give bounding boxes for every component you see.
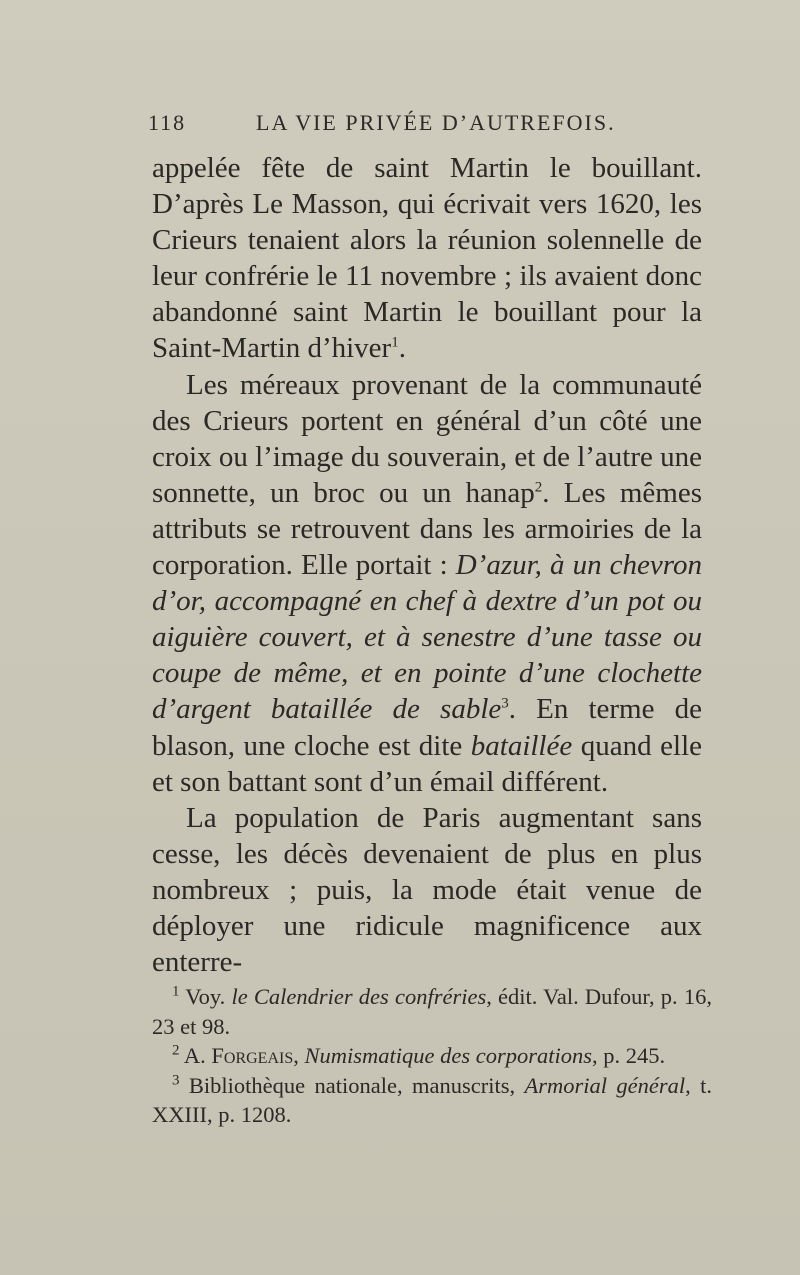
paragraph-3: La population de Paris augmentant sans cesse, les décès devenaient de plus en plus nombreux ; puis, la mode était venue de déployer une ridicule magnificence aux enterre- xyxy=(152,801,702,979)
term-bataillee: bataillée xyxy=(470,729,573,762)
footnote-3-text-b: , t. XXIII, p. 1208. xyxy=(152,1072,712,1127)
paragraph-2-text-a: Les méreaux provenant de la communauté des Crieurs portent en général d’un côté une croix ou l’image du souverain, et de l’autre une sonnette, un broc ou un hanap xyxy=(152,368,702,509)
footnote-ref-2: 2 xyxy=(534,479,543,496)
running-title: LA VIE PRIVÉE D’AUTREFOIS. xyxy=(256,110,616,135)
footnote-1-text-a: Voy. xyxy=(185,984,232,1009)
footnote-2 xyxy=(152,1041,712,1071)
paragraph-1-end: . xyxy=(398,332,406,365)
footnote-2-text-c: , p. 245. xyxy=(592,1043,666,1068)
paragraph-2-text-d: quand elle et son battant sont d’un émail différent. xyxy=(152,729,702,798)
page-number: 118 xyxy=(148,110,187,135)
footnote-2-author: Forgeais xyxy=(211,1043,294,1068)
footnote-1-text-b: , édit. Val. Dufour, p. 16, 23 et 98. xyxy=(152,984,712,1039)
main-text xyxy=(152,150,702,980)
footnotes xyxy=(152,982,712,1130)
footnote-2-text-b: , xyxy=(293,1043,305,1068)
paragraph-1-text: appelée fête de saint Martin le bouillant. D’après Le Masson, qui écrivait vers 1620, les Crieurs tenaient alors la réunion solennelle de leur confrérie le 11 novembre ; ils avaient donc abandonné saint Martin le bouillant pour la Saint-Martin d’hiver xyxy=(152,152,702,365)
paragraph-1 xyxy=(152,150,702,367)
running-head xyxy=(148,110,708,140)
footnote-3-title: Armorial général xyxy=(524,1072,686,1098)
footnote-1 xyxy=(152,982,712,1041)
footnote-3 xyxy=(152,1071,712,1130)
footnote-ref-1: 1 xyxy=(391,334,399,351)
paragraph-2-text-b: . Les mêmes attributs se retrouvent dans les armoiries de la corporation. Elle portait : xyxy=(152,476,702,582)
blazon-text: D’azur, à un chevron d’or, accompagné en chef à dextre d’un pot ou aiguière couvert, et à senestre d’une tasse ou coupe de même, et en pointe d’une clochette d’argent bataillée de sable xyxy=(152,549,702,726)
footnote-1-mark: 1 xyxy=(172,983,180,1000)
paragraph-2-text-c: . En terme de blason, une cloche est dite xyxy=(152,693,702,762)
footnote-3-text-a: Bibliothèque nationale, manuscrits, xyxy=(188,1072,525,1098)
footnote-2-mark: 2 xyxy=(172,1042,180,1059)
footnote-2-title: Numismatique des corporations xyxy=(304,1043,593,1068)
footnote-ref-3: 3 xyxy=(501,695,509,712)
footnote-2-text-a: A. xyxy=(183,1043,212,1068)
footnote-1-title: le Calendrier des confréries xyxy=(231,984,487,1009)
paragraph-2 xyxy=(152,367,702,800)
footnote-3-mark: 3 xyxy=(172,1072,180,1088)
